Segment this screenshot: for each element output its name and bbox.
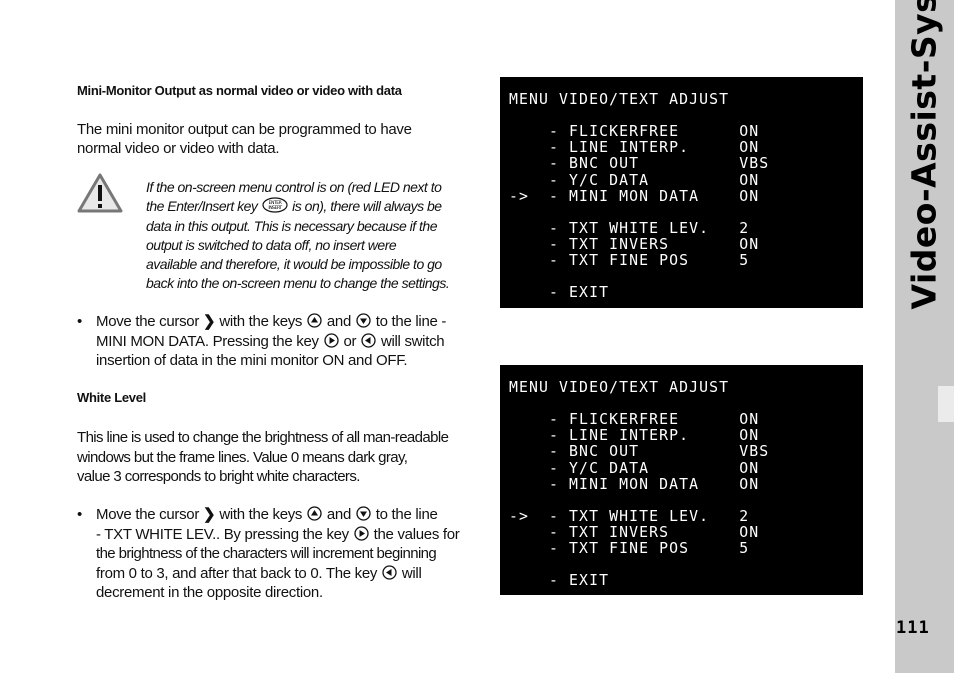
- menu-line: -> - TXT WHITE LEV. 2: [509, 507, 750, 525]
- menu-line: - TXT WHITE LEV. 2: [509, 219, 750, 237]
- menu-line: - BNC OUT VBS: [509, 443, 770, 461]
- menu-line: - FLICKERFREE ON: [509, 123, 760, 141]
- warning-line: back into the on-screen menu to change the settings.: [146, 275, 450, 292]
- right-key-icon: [324, 333, 339, 348]
- menu-screen-white-level: [500, 365, 863, 595]
- menu-line: - LINE INTERP. ON: [509, 139, 760, 157]
- cursor-icon: ❯: [203, 506, 216, 523]
- right-key-icon: [354, 526, 369, 541]
- menu-line: - EXIT: [509, 572, 610, 590]
- menu-line: - FLICKERFREE ON: [509, 411, 760, 429]
- left-key-icon: [361, 333, 376, 348]
- cursor-icon: ❯: [203, 313, 216, 330]
- warning-line: output is switched to data off, no insert were: [146, 236, 397, 253]
- key-label-bottom: INSERT: [268, 206, 282, 212]
- bullet-dot: •: [77, 506, 82, 523]
- down-key-icon: [356, 506, 371, 521]
- white-level-description: This line is used to change the brightness of all man-readable windows but the frame lines. Value 0 means dark gray, value 3 corresponds to bright white characters.: [77, 429, 449, 485]
- menu-line: - Y/C DATA ON: [509, 459, 760, 477]
- menu-line: - LINE INTERP. ON: [509, 427, 760, 445]
- warning-line: data in this output. This is necessary because if the: [146, 217, 438, 234]
- menu-line: - BNC OUT VBS: [509, 155, 770, 173]
- warning-line-with-key: the Enter/Insert key ENTER INSERT is on), there will always be: [146, 198, 442, 215]
- enter-insert-key-icon: [262, 197, 288, 213]
- menu-line: - TXT FINE POS 5: [509, 540, 750, 557]
- menu-line: -> - MINI MON DATA ON: [509, 187, 760, 205]
- warning-icon: [77, 172, 123, 214]
- page-number: 111: [896, 618, 930, 638]
- menu-line: - MINI MON DATA ON: [509, 475, 760, 493]
- menu-line: - Y/C DATA ON: [509, 171, 760, 189]
- menu-line: MENU VIDEO/TEXT ADJUST: [509, 91, 730, 108]
- up-key-icon: [307, 313, 322, 328]
- intro-line-2: normal video or video with data.: [77, 140, 280, 157]
- intro-line-1: The mini monitor output can be programmed to have: [77, 121, 412, 138]
- menu-line: - TXT FINE POS 5: [509, 252, 750, 269]
- down-key-icon: [356, 313, 371, 328]
- warning-line: If the on-screen menu control is on (red LED next to: [146, 179, 442, 195]
- menu-line: MENU VIDEO/TEXT ADJUST: [509, 379, 730, 396]
- menu-line: - TXT INVERS ON: [509, 235, 760, 253]
- menu-screen-mini-mon: [500, 77, 863, 308]
- bullet-dot: •: [77, 313, 82, 330]
- warning-line: available and therefore, it would be impossible to go: [146, 256, 442, 273]
- sidebar-title: [905, 246, 944, 310]
- menu-line: - TXT INVERS ON: [509, 523, 760, 541]
- menu-line: - EXIT: [509, 284, 610, 302]
- warning-text: [146, 178, 476, 294]
- key-label-top: ENTER: [268, 201, 282, 207]
- left-key-icon: [382, 565, 397, 580]
- up-key-icon: [307, 506, 322, 521]
- sidebar-tab: [938, 386, 954, 422]
- section-heading-mini-monitor: Mini-Monitor Output as normal video or video with data: [77, 83, 402, 98]
- section-heading-white-level: White Level: [77, 390, 146, 405]
